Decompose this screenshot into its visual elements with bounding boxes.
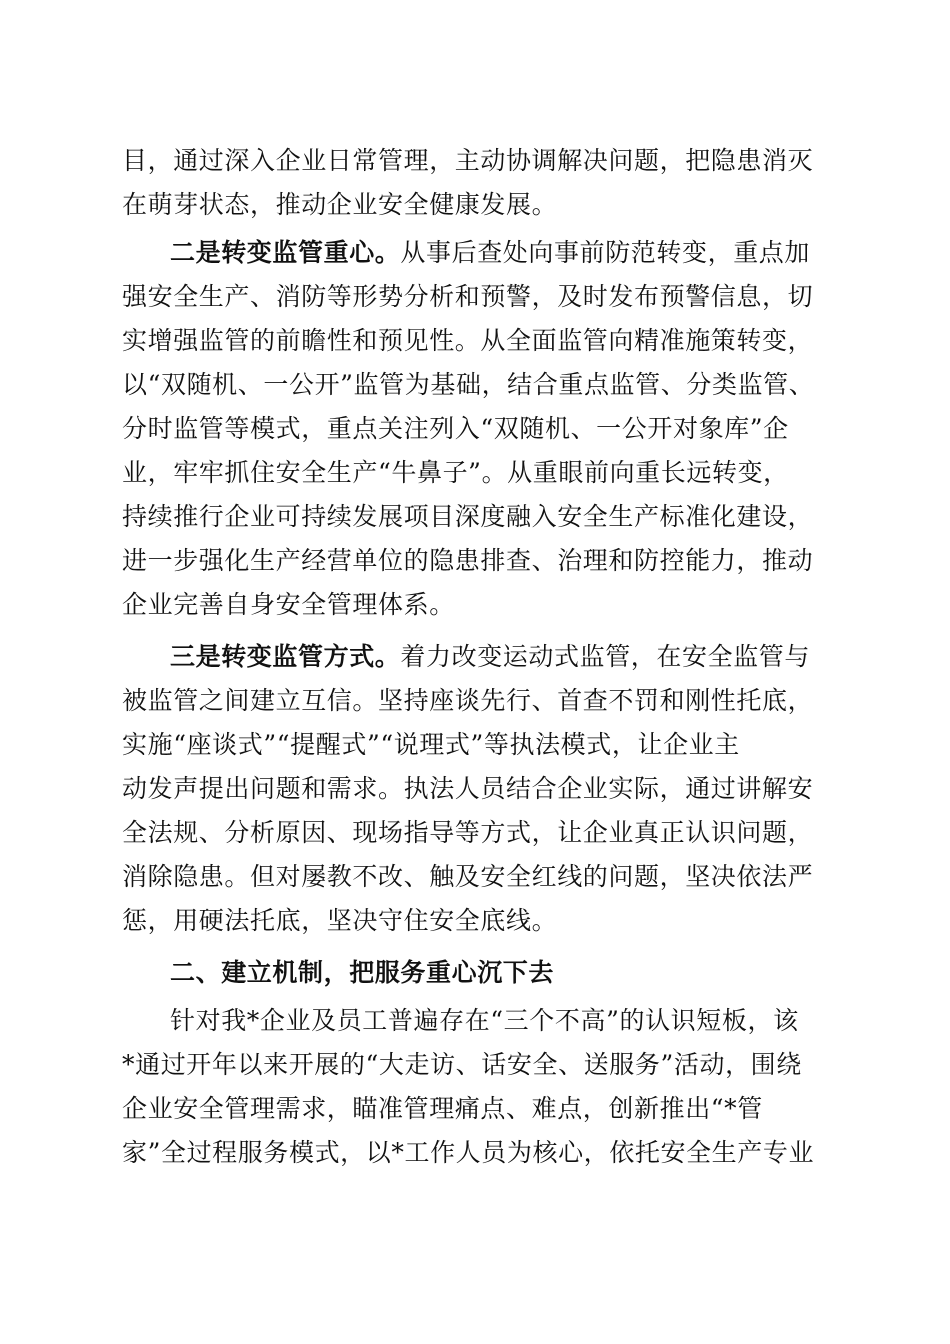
text-line: 被监管之间建立互信。坚持座谈先行、首查不罚和刚性托底， [122,686,814,715]
text-span: 从事后查处向事前防范转变，重点加 [400,238,811,267]
text-line: 惩，用硬法托底，坚决守住安全底线。 [122,906,558,935]
text-line: 企业完善自身安全管理体系。 [122,590,455,619]
text-line: 实施“座谈式”“提醒式”“说理式”等执法模式，让企业主 [122,730,740,759]
text-line: 目，通过深入企业日常管理，主动协调解决问题，把隐患消灭 [122,146,814,175]
text-line: 动发声提出问题和需求。执法人员结合企业实际，通过讲解安 [122,774,814,803]
paragraph-first-line [122,635,852,679]
paragraph-first-line [122,999,852,1043]
text-line: 以“双随机、一公开”监管为基础，结合重点监管、分类监管、 [122,370,815,399]
paragraph-lead: 三是转变监管方式。 [170,642,401,671]
paragraph-first-line [122,231,852,275]
text-line: 业，牢牢抓住安全生产“牛鼻子”。从重眼前向重长远转变， [122,458,789,487]
text-line: 在萌芽状态，推动企业安全健康发展。 [122,190,558,219]
text-line: 消除隐患。但对屡教不改、触及安全红线的问题，坚决依法严 [122,862,814,891]
text-line: 企业安全管理需求，瞄准管理痛点、难点，创新推出“*管 [122,1094,763,1123]
section-heading [122,951,852,995]
text-line: 持续推行企业可持续发展项目深度融入安全生产标准化建设， [122,502,814,531]
text-line: 强安全生产、消防等形势分析和预警，及时发布预警信息，切 [122,282,814,311]
text-span: 针对我*企业及员工普遍存在“三个不高”的认识短板，该 [170,1006,799,1035]
text-line: 全法规、分析原因、现场指导等方式，让企业真正认识问题， [122,818,814,847]
section-heading-text: 二、建立机制，把服务重心沉下去 [170,958,555,987]
text-line: 实增强监管的前瞻性和预见性。从全面监管向精准施策转变， [122,326,814,355]
text-span: 着力改变运动式监管，在安全监管与 [400,642,811,671]
paragraph-lead: 二是转变监管重心。 [170,238,401,267]
text-line: 家”全过程服务模式，以*工作人员为核心，依托安全生产专业 [122,1138,815,1167]
text-line: *通过开年以来开展的“大走访、话安全、送服务”活动，围绕 [122,1050,802,1079]
text-line: 进一步强化生产经营单位的隐患排查、治理和防控能力，推动 [122,546,814,575]
text-line: 分时监管等模式，重点关注列入“双随机、一公开对象库”企 [122,414,789,443]
